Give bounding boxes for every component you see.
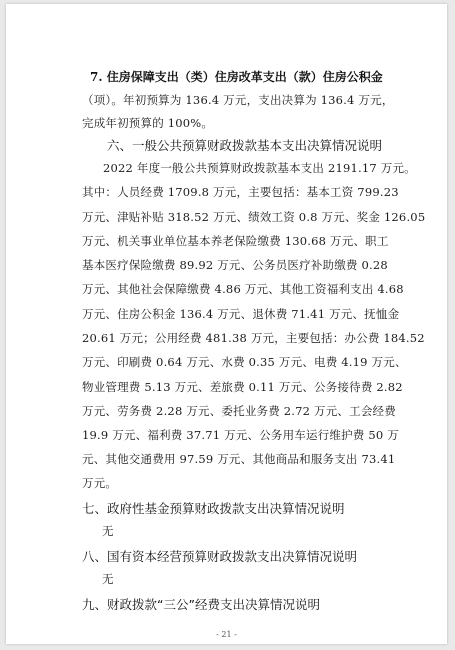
section-6-paragraph-line-6: 万元、其他社会保障缴费 4.86 万元、其他工资福利支出 4.68 — [82, 282, 404, 296]
document-page — [6, 4, 447, 644]
section-6-paragraph-line-3: 万元、津贴补贴 318.52 万元、绩效工资 0.8 万元、奖金 126.05 — [82, 210, 426, 224]
section-6-paragraph-line-13: 元、其他交通费用 97.59 万元、其他商品和服务支出 73.41 — [82, 452, 396, 466]
section-6-paragraph-line-10: 物业管理费 5.13 万元、差旅费 0.11 万元、公务接待费 2.82 — [82, 380, 403, 394]
section-8-content: 无 — [102, 572, 114, 586]
section-6-paragraph-line-7: 万元、住房公积金 136.4 万元、退休费 71.41 万元、抚恤金 — [82, 307, 400, 321]
section-6-heading: 六、一般公共预算财政拨款基本支出决算情况说明 — [107, 138, 383, 153]
section-7-line-2: （项）。年初预算为 136.4 万元，支出决算为 136.4 万元， — [82, 93, 394, 107]
section-6-paragraph-line-5: 基本医疗保险缴费 89.92 万元、公务员医疗补助缴费 0.28 — [82, 258, 388, 272]
section-6-paragraph-line-9: 万元、印刷费 0.64 万元、水费 0.35 万元、电费 4.19 万元、 — [82, 355, 407, 369]
section-7-heading: 七、政府性基金预算财政拨款支出决算情况说明 — [82, 501, 345, 516]
section-8-heading: 八、国有资本经营预算财政拨款支出决算情况说明 — [82, 549, 358, 564]
section-6-paragraph-line-11: 万元、劳务费 2.28 万元、委托业务费 2.72 万元、工会经费 — [82, 404, 396, 418]
page-number: - 21 - — [216, 630, 237, 639]
section-6-paragraph-line-4: 万元、机关事业单位基本养老保险缴费 130.68 万元、职工 — [82, 234, 389, 248]
section-6-paragraph-line-1: 2022 年度一般公共预算财政拨款基本支出 2191.17 万元。 — [103, 161, 416, 175]
section-7-content: 无 — [102, 524, 114, 538]
section-6-paragraph-line-2: 其中：人员经费 1709.8 万元，主要包括：基本工资 799.23 — [82, 185, 399, 199]
section-6-paragraph-line-8: 20.61 万元；公用经费 481.38 万元，主要包括：办公费 184.52 — [82, 331, 425, 345]
section-6-paragraph-line-12: 19.9 万元、福利费 37.71 万元、公务用车运行维护费 50 万 — [82, 428, 399, 442]
section-7-line-3: 完成年初预算的 100%。 — [82, 116, 214, 130]
section-9-heading: 九、财政拨款“三公”经费支出决算情况说明 — [82, 597, 320, 612]
section-7-line-1: 7. 住房保障支出（类）住房改革支出（款）住房公积金 — [90, 70, 383, 84]
section-6-paragraph-line-14: 万元。 — [82, 476, 118, 490]
page-content — [6, 4, 447, 644]
